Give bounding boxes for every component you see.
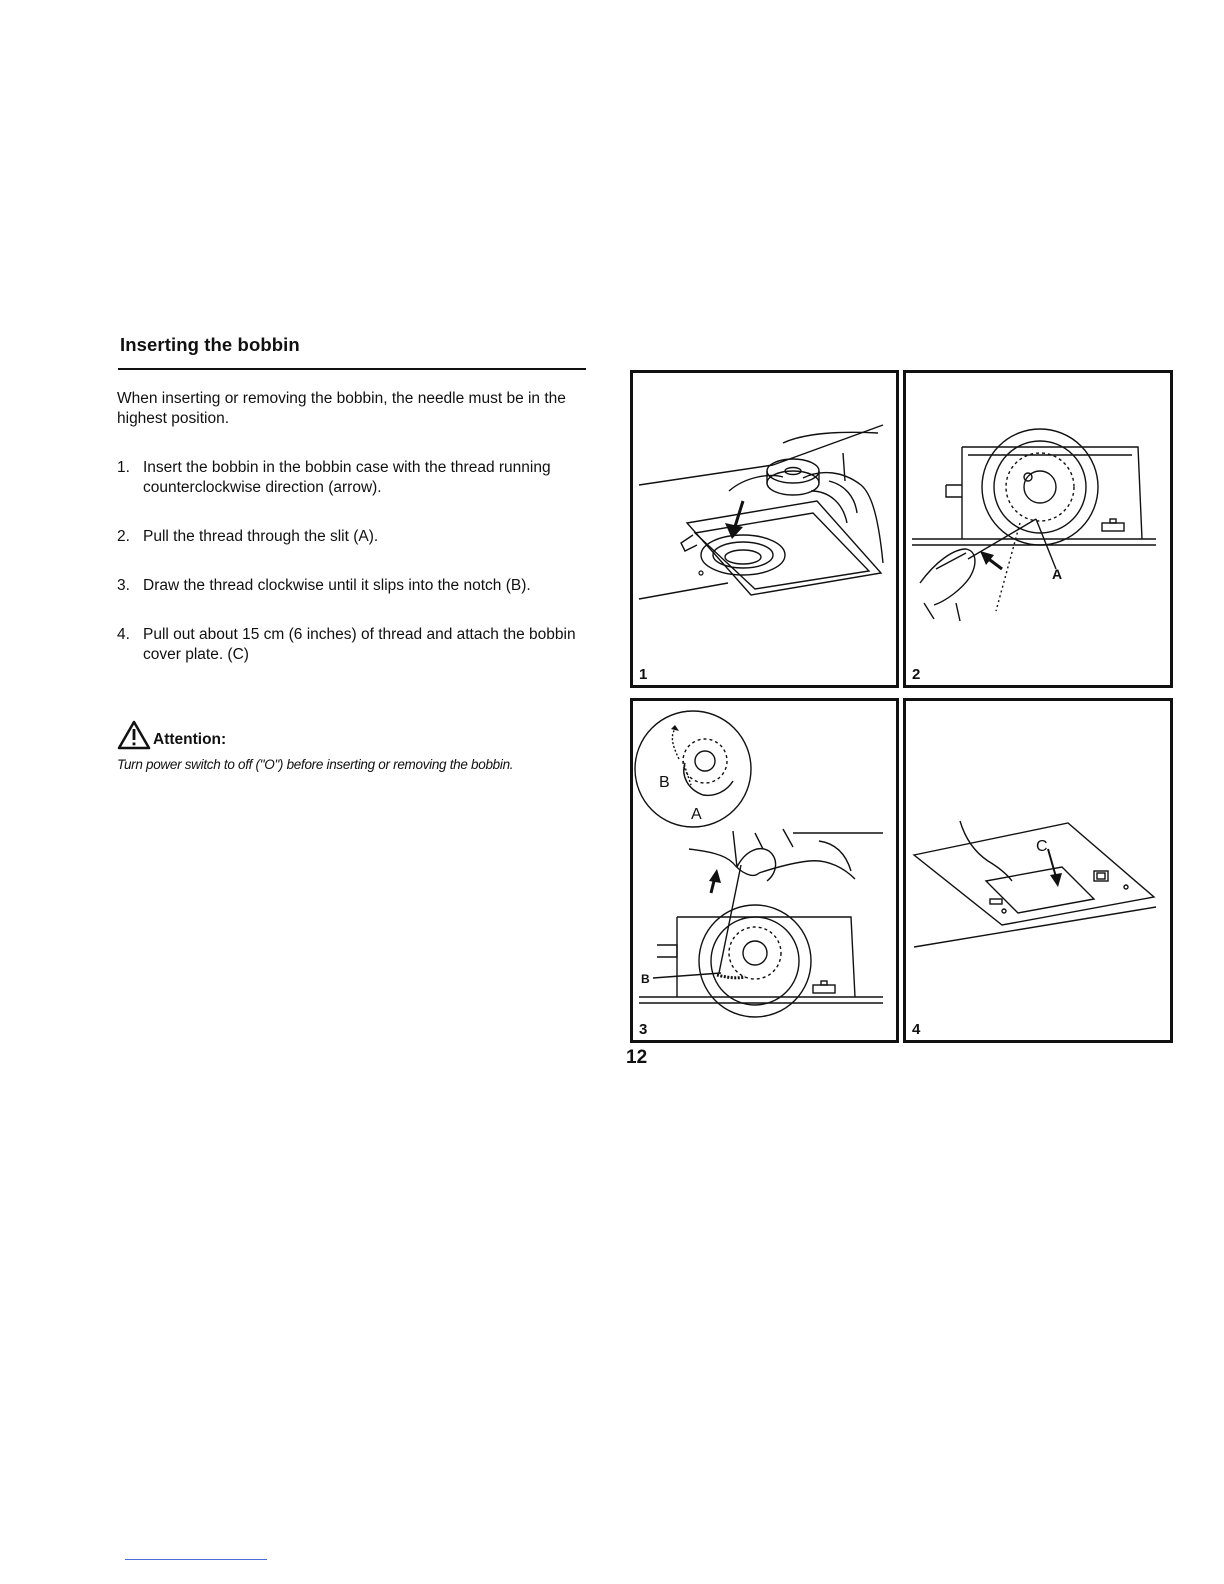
notch-b-label: B xyxy=(659,774,670,791)
figure-1 xyxy=(630,370,899,688)
notch-b-label: B xyxy=(641,972,650,986)
step-text: Pull out about 15 cm (6 inches) of thread and attach the bobbin cover plate. (C) xyxy=(143,626,576,663)
warning-triangle-icon xyxy=(117,720,151,750)
figure-3 xyxy=(630,698,899,1043)
figure-number: 1 xyxy=(639,666,648,683)
bobbin-insert-illustration xyxy=(633,373,896,685)
step-text: Pull the thread through the slit (A). xyxy=(143,528,379,545)
footer-line xyxy=(125,1559,267,1560)
attention-heading: Attention: xyxy=(153,731,227,748)
cover-plate-illustration xyxy=(906,701,1170,1040)
step-text: Insert the bobbin in the bobbin case with the thread running counterclockwise direction (arrow). xyxy=(143,459,551,496)
figure-4 xyxy=(903,698,1173,1043)
step-number: 2. xyxy=(117,528,130,545)
slit-a-label: A xyxy=(1052,566,1063,582)
step-number: 4. xyxy=(117,626,130,643)
figure-number: 3 xyxy=(639,1021,648,1038)
step-number: 3. xyxy=(117,577,130,594)
cover-plate-c-label: C xyxy=(1036,838,1048,855)
slit-a-label: A xyxy=(691,806,702,823)
attention-text: Turn power switch to off ("O") before inserting or removing the bobbin. xyxy=(117,757,514,772)
figure-number: 4 xyxy=(912,1021,921,1038)
step-text: Draw the thread clockwise until it slips into the notch (B). xyxy=(143,577,531,594)
title-rule xyxy=(118,368,586,370)
notch-illustration xyxy=(633,701,896,1040)
thread-slit-illustration xyxy=(906,373,1170,685)
figure-2 xyxy=(903,370,1173,688)
intro-paragraph: When inserting or removing the bobbin, the needle must be in the highest position. xyxy=(117,390,566,427)
page-number: 12 xyxy=(626,1047,648,1068)
figure-number: 2 xyxy=(912,666,921,683)
step-number: 1. xyxy=(117,459,130,476)
section-title: Inserting the bobbin xyxy=(120,334,300,355)
